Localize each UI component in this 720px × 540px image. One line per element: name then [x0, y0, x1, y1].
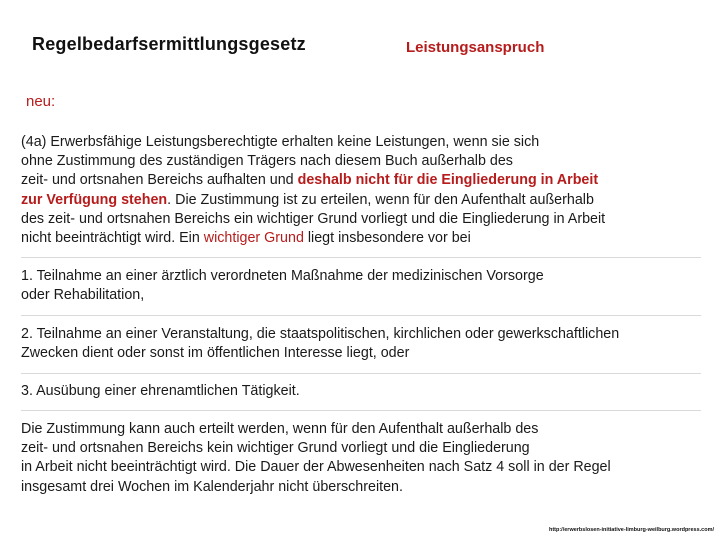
paragraph-line: des zeit- und ortsnahen Bereichs ein wichtiger Grund vorliegt und die Eingliederung in Arbeit	[21, 210, 606, 227]
label-new: neu:	[26, 93, 56, 110]
paragraph-line: in Arbeit nicht beeinträchtigt wird. Die Dauer der Abwesenheiten nach Satz 4 soll in der Regel	[21, 459, 611, 476]
paragraph-line: zeit- und ortsnahen Bereichs kein wichtiger Grund vorliegt und die Eingliederung	[21, 440, 530, 457]
highlight-text: wichtiger Grund	[203, 230, 304, 247]
list-item-1	[21, 267, 544, 305]
list-item-2	[21, 325, 619, 363]
paragraph-line: (4a) Erwerbsfähige Leistungsberechtigte erhalten keine Leistungen, wenn sie sich	[21, 134, 540, 150]
list-item-3	[21, 382, 300, 401]
divider	[21, 410, 701, 411]
closing-paragraph	[21, 420, 611, 497]
paragraph-4a	[21, 133, 605, 248]
paragraph-line	[21, 171, 605, 190]
divider	[21, 315, 701, 316]
paragraph-text: liegt insbesondere vor bei	[303, 230, 471, 247]
paragraph-text: . Die Zustimmung ist zu erteilen, wenn für den Aufenthalt außerhalb	[167, 191, 594, 208]
paragraph-text: nicht beeinträchtigt wird. Ein	[21, 230, 204, 247]
divider	[21, 257, 701, 258]
page-subtitle: Leistungsanspruch	[406, 39, 545, 56]
paragraph-line: ohne Zustimmung des zuständigen Trägers nach diesem Buch außerhalb des	[21, 153, 513, 170]
emphasis-text: zur Verfügung stehen	[21, 191, 168, 208]
list-item-line: 3. Ausübung einer ehrenamtlichen Tätigkeit.	[21, 383, 300, 399]
paragraph-line: insgesamt drei Wochen im Kalenderjahr nicht überschreiten.	[21, 478, 403, 495]
list-item-line: 2. Teilnahme an einer Veranstaltung, die staatspolitischen, kirchlichen oder gewerkschaftlichen	[21, 326, 620, 342]
footer-url: http://erwerbslosen-initiative-limburg-weilburg.wordpress.com/	[548, 527, 714, 533]
list-item-line: 1. Teilnahme an einer ärztlich verordneten Maßnahme der medizinischen Vorsorge	[21, 268, 544, 284]
divider	[21, 373, 701, 374]
list-item-line: Zwecken dient oder sonst im öffentlichen Interesse liegt, oder	[21, 345, 410, 362]
paragraph-line: Die Zustimmung kann auch erteilt werden, wenn für den Aufenthalt außerhalb des	[21, 421, 539, 437]
paragraph-text: zeit- und ortsnahen Bereichs aufhalten und	[21, 172, 298, 189]
paragraph-line	[21, 229, 605, 248]
paragraph-line	[21, 191, 605, 210]
list-item-line: oder Rehabilitation,	[21, 287, 145, 304]
page-title: Regelbedarfsermittlungsgesetz	[32, 34, 306, 54]
emphasis-text: deshalb nicht für die Eingliederung in Arbeit	[297, 172, 599, 189]
